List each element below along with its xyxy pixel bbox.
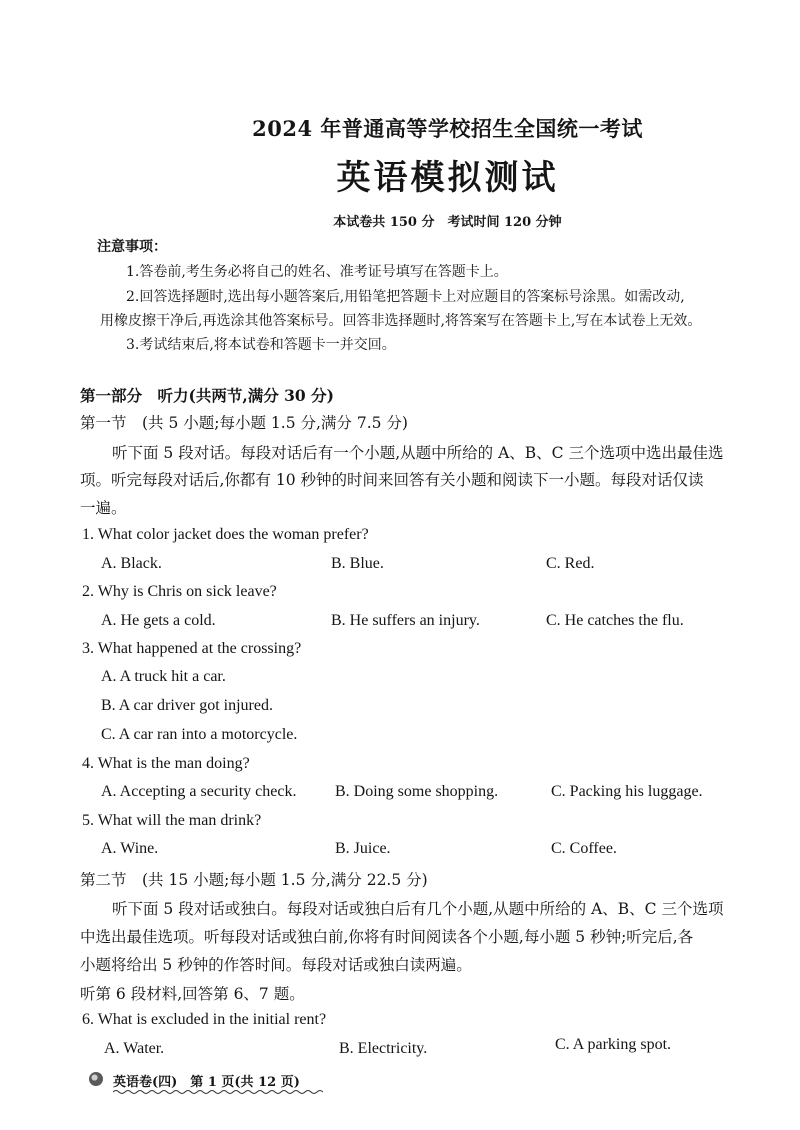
question-4-stem: 4. What is the man doing?	[82, 755, 250, 772]
question-4-option-b: B. Doing some shopping.	[335, 783, 499, 800]
section-1-title: 第一节 (共 5 小题;每小题 1.5 分,满分 7.5 分)	[80, 414, 408, 432]
material-6-instruction: 听第 6 段材料,回答第 6、7 题。	[80, 985, 305, 1003]
section-2-instruction-line-1: 听下面 5 段对话或独白。每段对话或独白后有几个小题,从题中所给的 A、B、C 三个选项	[112, 900, 724, 918]
question-1-stem: 1. What color jacket does the woman prefer?	[82, 526, 369, 543]
question-2-stem: 2. Why is Chris on sick leave?	[82, 583, 277, 600]
question-3-option-b: B. A car driver got injured.	[101, 697, 273, 714]
exam-title: 2024 年普通高等学校招生全国统一考试	[252, 116, 643, 141]
footer-wave-underline	[113, 1089, 323, 1095]
section-1-instruction-line-3: 一遍。	[80, 499, 127, 517]
question-2-option-c: C. He catches the flu.	[546, 612, 684, 629]
section-2-instruction-line-2: 中选出最佳选项。听每段对话或独白前,你将有时间阅读各个小题,每小题 5 秒钟;听完后,各	[80, 928, 694, 946]
notice-item-2-line-2: 用橡皮擦干净后,再选涂其他答案标号。回答非选择题时,将答案写在答题卡上,写在本试卷上无效。	[100, 313, 702, 329]
footer-disc-icon	[89, 1072, 103, 1086]
question-3-stem: 3. What happened at the crossing?	[82, 640, 302, 657]
exam-meta: 本试卷共 150 分 考试时间 120 分钟	[333, 215, 562, 230]
question-5-option-a: A. Wine.	[101, 840, 159, 857]
question-5-option-b: B. Juice.	[335, 840, 391, 857]
part-1-title: 第一部分 听力(共两节,满分 30 分)	[80, 386, 334, 405]
question-5-option-c: C. Coffee.	[551, 840, 617, 857]
question-1-option-a: A. Black.	[101, 555, 162, 572]
section-1-instruction-line-1: 听下面 5 段对话。每段对话后有一个小题,从题中所给的 A、B、C 三个选项中选出最佳选	[112, 444, 724, 462]
question-1-option-c: C. Red.	[546, 555, 595, 572]
question-6-stem: 6. What is excluded in the initial rent?	[82, 1011, 327, 1028]
paper-title: 英语模拟测试	[336, 158, 559, 198]
notice-heading: 注意事项：	[97, 239, 167, 255]
notice-item-2-line-1: 2.回答选择题时,选出每小题答案后,用铅笔把答题卡上对应题目的答案标号涂黑。如需改动,	[126, 289, 685, 305]
question-6-option-b: B. Electricity.	[339, 1040, 428, 1057]
question-4-option-a: A. Accepting a security check.	[101, 783, 297, 800]
question-6-option-a: A. Water.	[104, 1040, 165, 1057]
question-2-option-b: B. He suffers an injury.	[331, 612, 480, 629]
section-1-instruction-line-2: 项。听完每段对话后,你都有 10 秒钟的时间来回答有关小题和阅读下一小题。每段对话仅读	[80, 471, 704, 489]
question-5-stem: 5. What will the man drink?	[82, 812, 262, 829]
question-3-option-c: C. A car ran into a motorcycle.	[101, 726, 298, 743]
question-1-option-b: B. Blue.	[331, 555, 384, 572]
question-2-option-a: A. He gets a cold.	[101, 612, 216, 629]
footer-page-label: 英语卷(四) 第 1 页(共 12 页)	[113, 1075, 300, 1090]
question-3-option-a: A. A truck hit a car.	[101, 668, 226, 685]
question-6-option-c: C. A parking spot.	[555, 1036, 672, 1053]
notice-item-1: 1.答卷前,考生务必将自己的姓名、准考证号填写在答题卡上。	[126, 264, 508, 280]
section-2-instruction-line-3: 小题将给出 5 秒钟的作答时间。每段对话或独白读两遍。	[80, 956, 472, 974]
notice-item-3: 3.考试结束后,将本试卷和答题卡一并交回。	[126, 337, 396, 353]
question-4-option-c: C. Packing his luggage.	[551, 783, 703, 800]
section-2-title: 第二节 (共 15 小题;每小题 1.5 分,满分 22.5 分)	[80, 871, 428, 889]
